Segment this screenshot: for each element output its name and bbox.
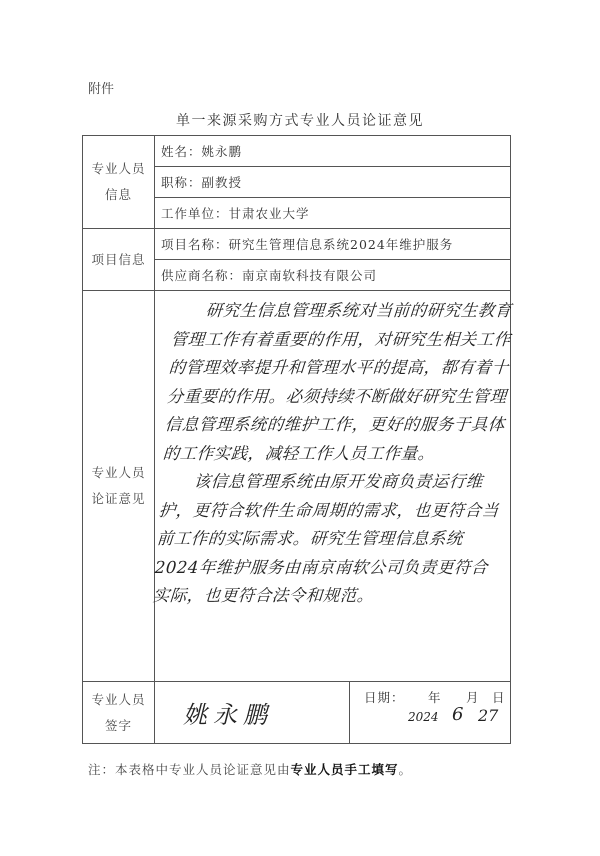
opinion-content <box>152 291 513 682</box>
date-cell <box>350 682 511 744</box>
handwritten-year: 2024 <box>408 710 439 724</box>
signature-section-label <box>83 682 155 744</box>
opinion-label-line2: 论证意见 <box>91 491 146 506</box>
opinion-paragraph-1: 研究生信息管理系统对当前的研究生教育管理工作有着重要的作用，对研究生相关工作的管理效率提升和管理水平的提高，都有着十分重要的作用。必须持续不断做好研究生管理信息管理系统的维护工作，更好的服务于具体的工作实践，减轻工作人员工作量。 <box>162 301 513 463</box>
month-unit: 月 <box>466 690 479 705</box>
footer-note <box>88 760 412 778</box>
note-prefix: 注：本表格中专业人员论证意见由 <box>88 762 291 777</box>
signature-label-line2: 签字 <box>104 717 132 733</box>
note-emphasis: 专业人员手工填写 <box>290 762 399 777</box>
attachment-label: 附件 <box>88 82 115 97</box>
opinion-label-line1: 专业人员 <box>91 465 146 480</box>
document-title: 单一来源采购方式专业人员论证意见 <box>176 113 424 129</box>
note-suffix: 。 <box>398 762 413 777</box>
handwritten-month: 6 <box>452 704 464 725</box>
handwritten-signature: 姚永鹏 <box>155 682 350 744</box>
expert-opinion-form <box>82 135 511 744</box>
opinion-section-label <box>83 291 155 682</box>
expert-title-field: 职称：副教授 <box>155 167 511 198</box>
expert-name-field: 姓名：姚永鹏 <box>155 136 511 167</box>
day-unit: 日 <box>492 690 505 705</box>
project-name-field: 项目名称：研究生管理信息系统2024年维护服务 <box>155 229 511 260</box>
expert-employer-field: 工作单位：甘肃农业大学 <box>155 198 511 229</box>
date-label: 日期： <box>364 690 405 705</box>
project-info-section-label: 项目信息 <box>83 229 155 291</box>
handwritten-opinion <box>144 291 521 611</box>
expert-info-label-line2: 信息 <box>104 187 132 202</box>
opinion-paragraph-2: 该信息管理系统由原开发商负责运行维护，更符合软件生命周期的需求，也更符合当前工作的实际需求。研究生管理信息系统2024年维护服务由南京南软公司负责更符合实际，也更符合法令和规范。 <box>152 472 500 605</box>
handwritten-day: 27 <box>478 706 499 725</box>
signature-label-line1: 专业人员 <box>91 691 146 707</box>
expert-info-section-label <box>83 136 155 229</box>
expert-info-label-line1: 专业人员 <box>91 161 146 176</box>
year-unit: 年 <box>428 690 441 705</box>
supplier-name-field: 供应商名称：南京南软科技有限公司 <box>155 260 511 291</box>
